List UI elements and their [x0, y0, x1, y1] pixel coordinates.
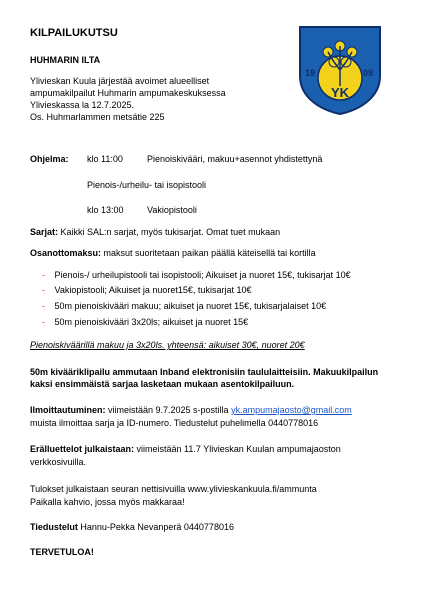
logo-year-left: 19: [305, 68, 316, 78]
schedule-event-2: Pienois-/urheilu- tai isopistooli: [87, 180, 207, 190]
fee-item: [42, 285, 251, 297]
registration-text: viimeistään 9.7.2025 s-postilla: [105, 405, 232, 415]
results-line-1: Tulokset julkaistaan seuran nettisivuilla www.ylivieskankuula.fi/ammunta: [30, 484, 317, 494]
intro-line-2: ampumakilpailut Huhmarin ampumakeskuksessa: [30, 88, 226, 98]
bullet-dash: -: [42, 285, 45, 295]
schedule-label: Ohjelma:: [30, 154, 69, 164]
bullet-dash: -: [42, 301, 45, 311]
series-label: Sarjat:: [30, 227, 59, 237]
event-name: HUHMARIN ILTA: [30, 55, 101, 65]
fee-item: [42, 270, 351, 282]
closing-text: TERVETULOA!: [30, 547, 94, 557]
fee-item: [42, 301, 326, 313]
fee-item-text: Vakiopistooli; Aikuiset ja nuoret15€, tukisarjat 10€: [54, 285, 252, 295]
intro-line-4: Os. Huhmarlammen metsätie 225: [30, 112, 165, 122]
series-line: [30, 227, 280, 239]
schedule-time-1: klo 11:00: [87, 154, 123, 164]
email-link[interactable]: yk.ampumajaosto@gmail.com: [231, 405, 352, 415]
schedule-event-3: Vakiopistooli: [147, 205, 197, 215]
fee-label: Osanottomaksu:: [30, 248, 102, 258]
club-logo: [297, 24, 383, 116]
fee-item-text: 50m pienoiskivääri makuu; aikuiset ja nuoret 15€, tukisarjalaiset 10€: [54, 301, 327, 311]
fee-item-text: Pienois-/ urheilupistooli tai isopistooli; Aikuiset ja nuoret 15€, tukisarjat 10€: [54, 270, 351, 280]
page-title: KILPAILUKUTSU: [30, 27, 118, 39]
contact-label: Tiedustelut: [30, 522, 78, 532]
fee-item-text: 50m pienoiskivääri 3x20ls; aikuiset ja nuoret 15€: [54, 317, 249, 327]
fee-text: maksut suoritetaan paikan päällä käteisellä tai kortilla: [101, 248, 316, 258]
bullet-dash: -: [42, 317, 45, 327]
logo-initials: YK: [330, 85, 350, 100]
heats-line: [30, 444, 341, 456]
notice-line-2: kaksi ensimmäistä sarjaa lasketaan mukaan asentokilpailuun.: [30, 379, 295, 389]
contact-text: Hannu-Pekka Nevanperä 0440778016: [77, 522, 234, 532]
schedule-event-1: Pienoiskivääri, makuu+asennot yhdistettynä: [147, 154, 323, 164]
logo-year-right: 09: [363, 68, 374, 78]
schedule-time-3: klo 13:00: [87, 205, 124, 215]
bullet-dash: -: [42, 270, 45, 280]
fee-line: [30, 248, 316, 260]
fee-combined: Pienoiskiväärillä makuu ja 3x20ls. yhteensä: aikuiset 30€, nuoret 20€: [30, 340, 305, 350]
heats-label: Erälluettelot julkaistaan:: [30, 444, 135, 454]
intro-line-3: Ylivieskassa la 12.7.2025.: [30, 100, 135, 110]
registration-line: [30, 405, 352, 417]
heats-text: viimeistään 11.7 Ylivieskan Kuulan ampumajaoston: [134, 444, 341, 454]
registration-label: Ilmoittautuminen:: [30, 405, 106, 415]
fee-item: [42, 317, 248, 329]
notice-line-1: 50m kivääriklipailu ammutaan Inband elektronisiin taululaitteisiin. Makuukilpailun: [30, 367, 379, 377]
intro-line-1: Ylivieskan Kuula järjestää avoimet alueelliset: [30, 76, 210, 86]
results-line-2: Paikalla kahvio, jossa myös makkaraa!: [30, 497, 185, 507]
contact-line: [30, 522, 234, 534]
heats-line-2: verkkosivuilla.: [30, 457, 87, 467]
series-text: Kaikki SAL:n sarjat, myös tukisarjat. Omat tuet mukaan: [58, 227, 281, 237]
registration-line-2: muista ilmoittaa sarja ja ID-numero. Tiedustelut puhelimella 0440778016: [30, 418, 319, 428]
